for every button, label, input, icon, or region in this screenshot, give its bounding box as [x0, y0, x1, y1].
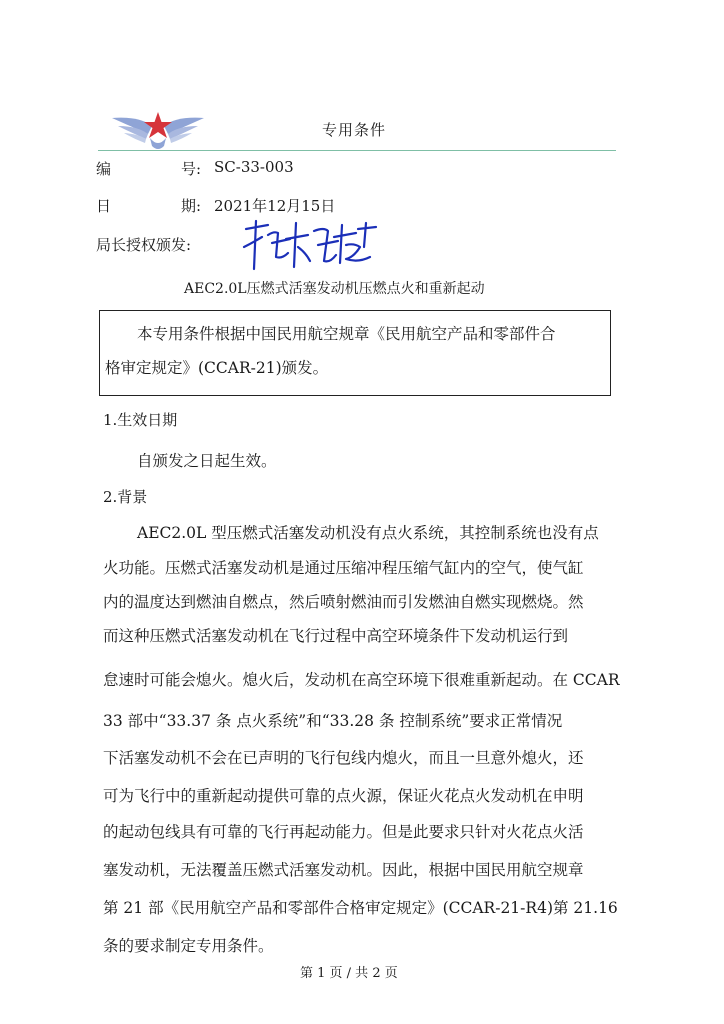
date-value: 2021年12月15日 [214, 197, 336, 215]
header-title: 专用条件 [322, 121, 387, 139]
caac-wings-logo [110, 104, 206, 154]
paragraph-line: 33 部中“33.37 条 点火系统”和“33.28 条 控制系统”要求正常情况 [103, 712, 563, 730]
date-label-suffix: 期: [181, 197, 202, 215]
issuer-label: 局长授权颁发: [96, 236, 192, 254]
notice-line: 格审定规定》(CCAR-21)颁发。 [105, 359, 329, 377]
date-label: 日 [96, 197, 112, 215]
paragraph-line: 火功能。压燃式活塞发动机是通过压缩冲程压缩气缸内的空气，使气缸 [103, 559, 584, 577]
paragraph-line: 内的温度达到燃油自燃点，然后喷射燃油而引发燃油自燃实现燃烧。然 [103, 593, 584, 611]
paragraph-line: 而这种压燃式活塞发动机在飞行过程中高空环境条件下发动机运行到 [103, 627, 569, 645]
section-heading-effective-date: 1.生效日期 [103, 411, 178, 429]
header-divider [98, 150, 616, 151]
paragraph-line: 塞发动机，无法覆盖压燃式活塞发动机。因此，根据中国民用航空规章 [103, 861, 584, 879]
paragraph-line: 自颁发之日起生效。 [137, 452, 277, 470]
paragraph-line: 的起动包线具有可靠的飞行再起动能力。但是此要求只针对火花点火活 [103, 823, 584, 841]
notice-line: 本专用条件根据中国民用航空规章《民用航空产品和零部件合 [137, 325, 556, 343]
paragraph-line: AEC2.0L 型压燃式活塞发动机没有点火系统，其控制系统也没有点 [137, 524, 599, 542]
number-value: SC-33-003 [214, 158, 294, 176]
paragraph-line: 可为飞行中的重新起动提供可靠的点火源，保证火花点火发动机在申明 [103, 787, 584, 805]
section-heading-background: 2.背景 [103, 488, 148, 506]
handwritten-signature [238, 217, 388, 273]
paragraph-line: 条的要求制定专用条件。 [103, 937, 274, 955]
paragraph-line: 第 21 部《民用航空产品和零部件合格审定规定》(CCAR-21-R4)第 21.16 [103, 899, 618, 917]
paragraph-line: 下活塞发动机不会在已声明的飞行包线内熄火，而且一旦意外熄火，还 [103, 749, 584, 767]
number-label-suffix: 号: [181, 160, 202, 178]
paragraph-line: 怠速时可能会熄火。熄火后，发动机在高空环境下很难重新起动。在 CCAR [103, 671, 620, 689]
number-label: 编 [96, 160, 112, 178]
page-number: 第 1 页 / 共 2 页 [300, 966, 398, 981]
document-title: AEC2.0L压燃式活塞发动机压燃点火和重新起动 [184, 281, 485, 297]
